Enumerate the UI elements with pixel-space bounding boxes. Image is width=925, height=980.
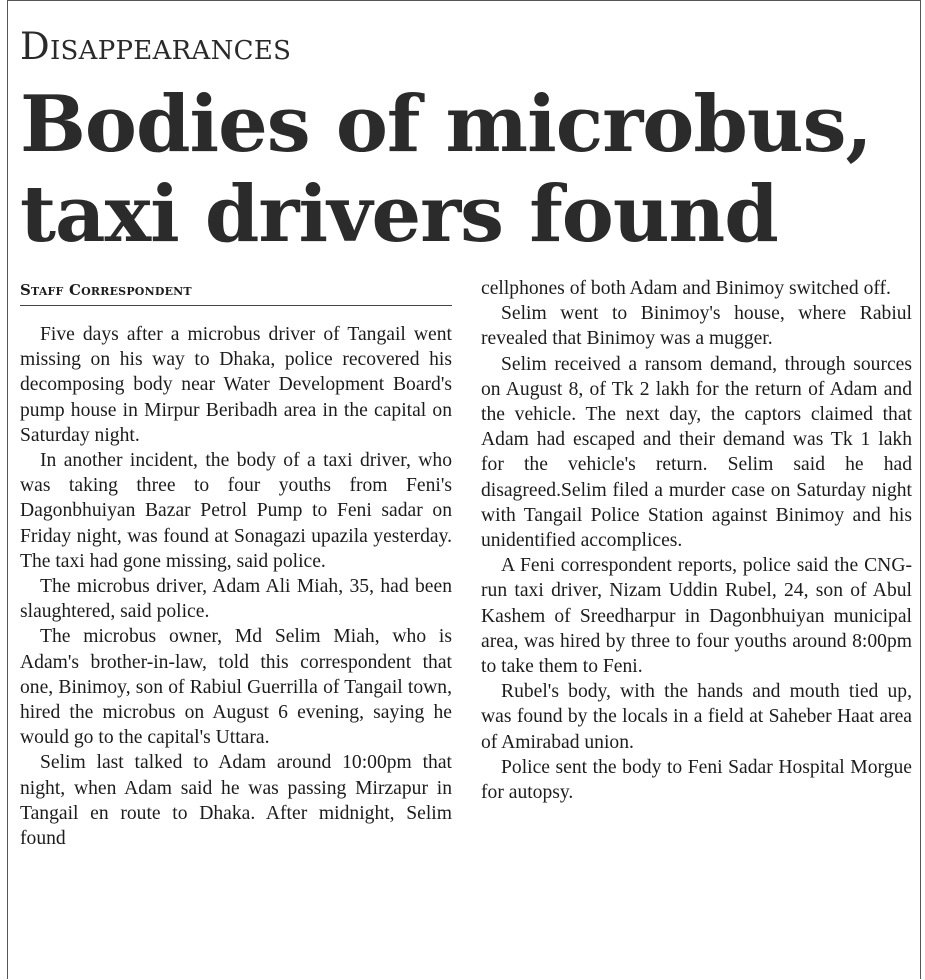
paragraph: The microbus driver, Adam Ali Miah, 35, had been slaughtered, said police. [20,576,452,623]
paragraph: Selim last talked to Adam around 10:00pm that night, when Adam said he was passing Mirzapur in Tangail en route to Dhaka. After midnight, Selim found [20,752,452,850]
paragraph: Selim received a ransom demand, through sources on August 8, of Tk 2 lakh for the return of Adam and the vehicle. The next day, the captors claimed that Adam had escaped and their demand was Tk 1 lakh for the vehicle's return. Selim said he had disagreed.Selim filed a murder case on Saturday night with Tangail Police Station against Binimoy and his unidentified accomplices. [481,353,912,552]
paragraph: Police sent the body to Feni Sadar Hospital Morgue for autopsy. [481,756,912,804]
paragraph: Rubel's body, with the hands and mouth tied up, was found by the locals in a field at Saheber Haat area of Amirabad union. [481,681,912,753]
section-kicker: Disappearances [20,25,292,68]
paragraph: Five days after a microbus driver of Tangail went missing on his way to Dhaka, police recovered his decomposing body near Water Development Board's pump house in Mirpur Beribadh area in the capital on Saturday night. [20,324,452,446]
paragraph: A Feni correspondent reports, police said the CNG-run taxi driver, Nizam Uddin Rubel, 24, son of Abul Kashem of Sreedharpur in Dagonbhuiyan municipal area, was hired by three to four youths around 8:00pm to take them to Feni. [481,555,912,678]
article-column-2 [481,276,912,805]
paragraph: cellphones of both Adam and Binimoy switched off. [481,278,891,299]
paragraph: Selim went to Binimoy's house, where Rabiul revealed that Binimoy was a mugger. [481,303,912,350]
article-column-1 [20,322,452,851]
paragraph: The microbus owner, Md Selim Miah, who is Adam's brother-in-law, told this correspondent that one, Binimoy, son of Rabiul Guerrilla of Tangail town, hired the microbus on August 6 evening, saying he would go to the capital's Uttara. [20,626,452,749]
headline: Bodies of microbus, taxi drivers found [20,79,872,260]
byline: Staff Correspondent [20,281,452,306]
paragraph: In another incident, the body of a taxi driver, who was taking three to four youths from Feni's Dagonbhuiyan Bazar Petrol Pump to Feni sadar on Friday night, was found at Sonagazi upazila yesterday. The taxi had gone missing, said police. [20,450,452,572]
